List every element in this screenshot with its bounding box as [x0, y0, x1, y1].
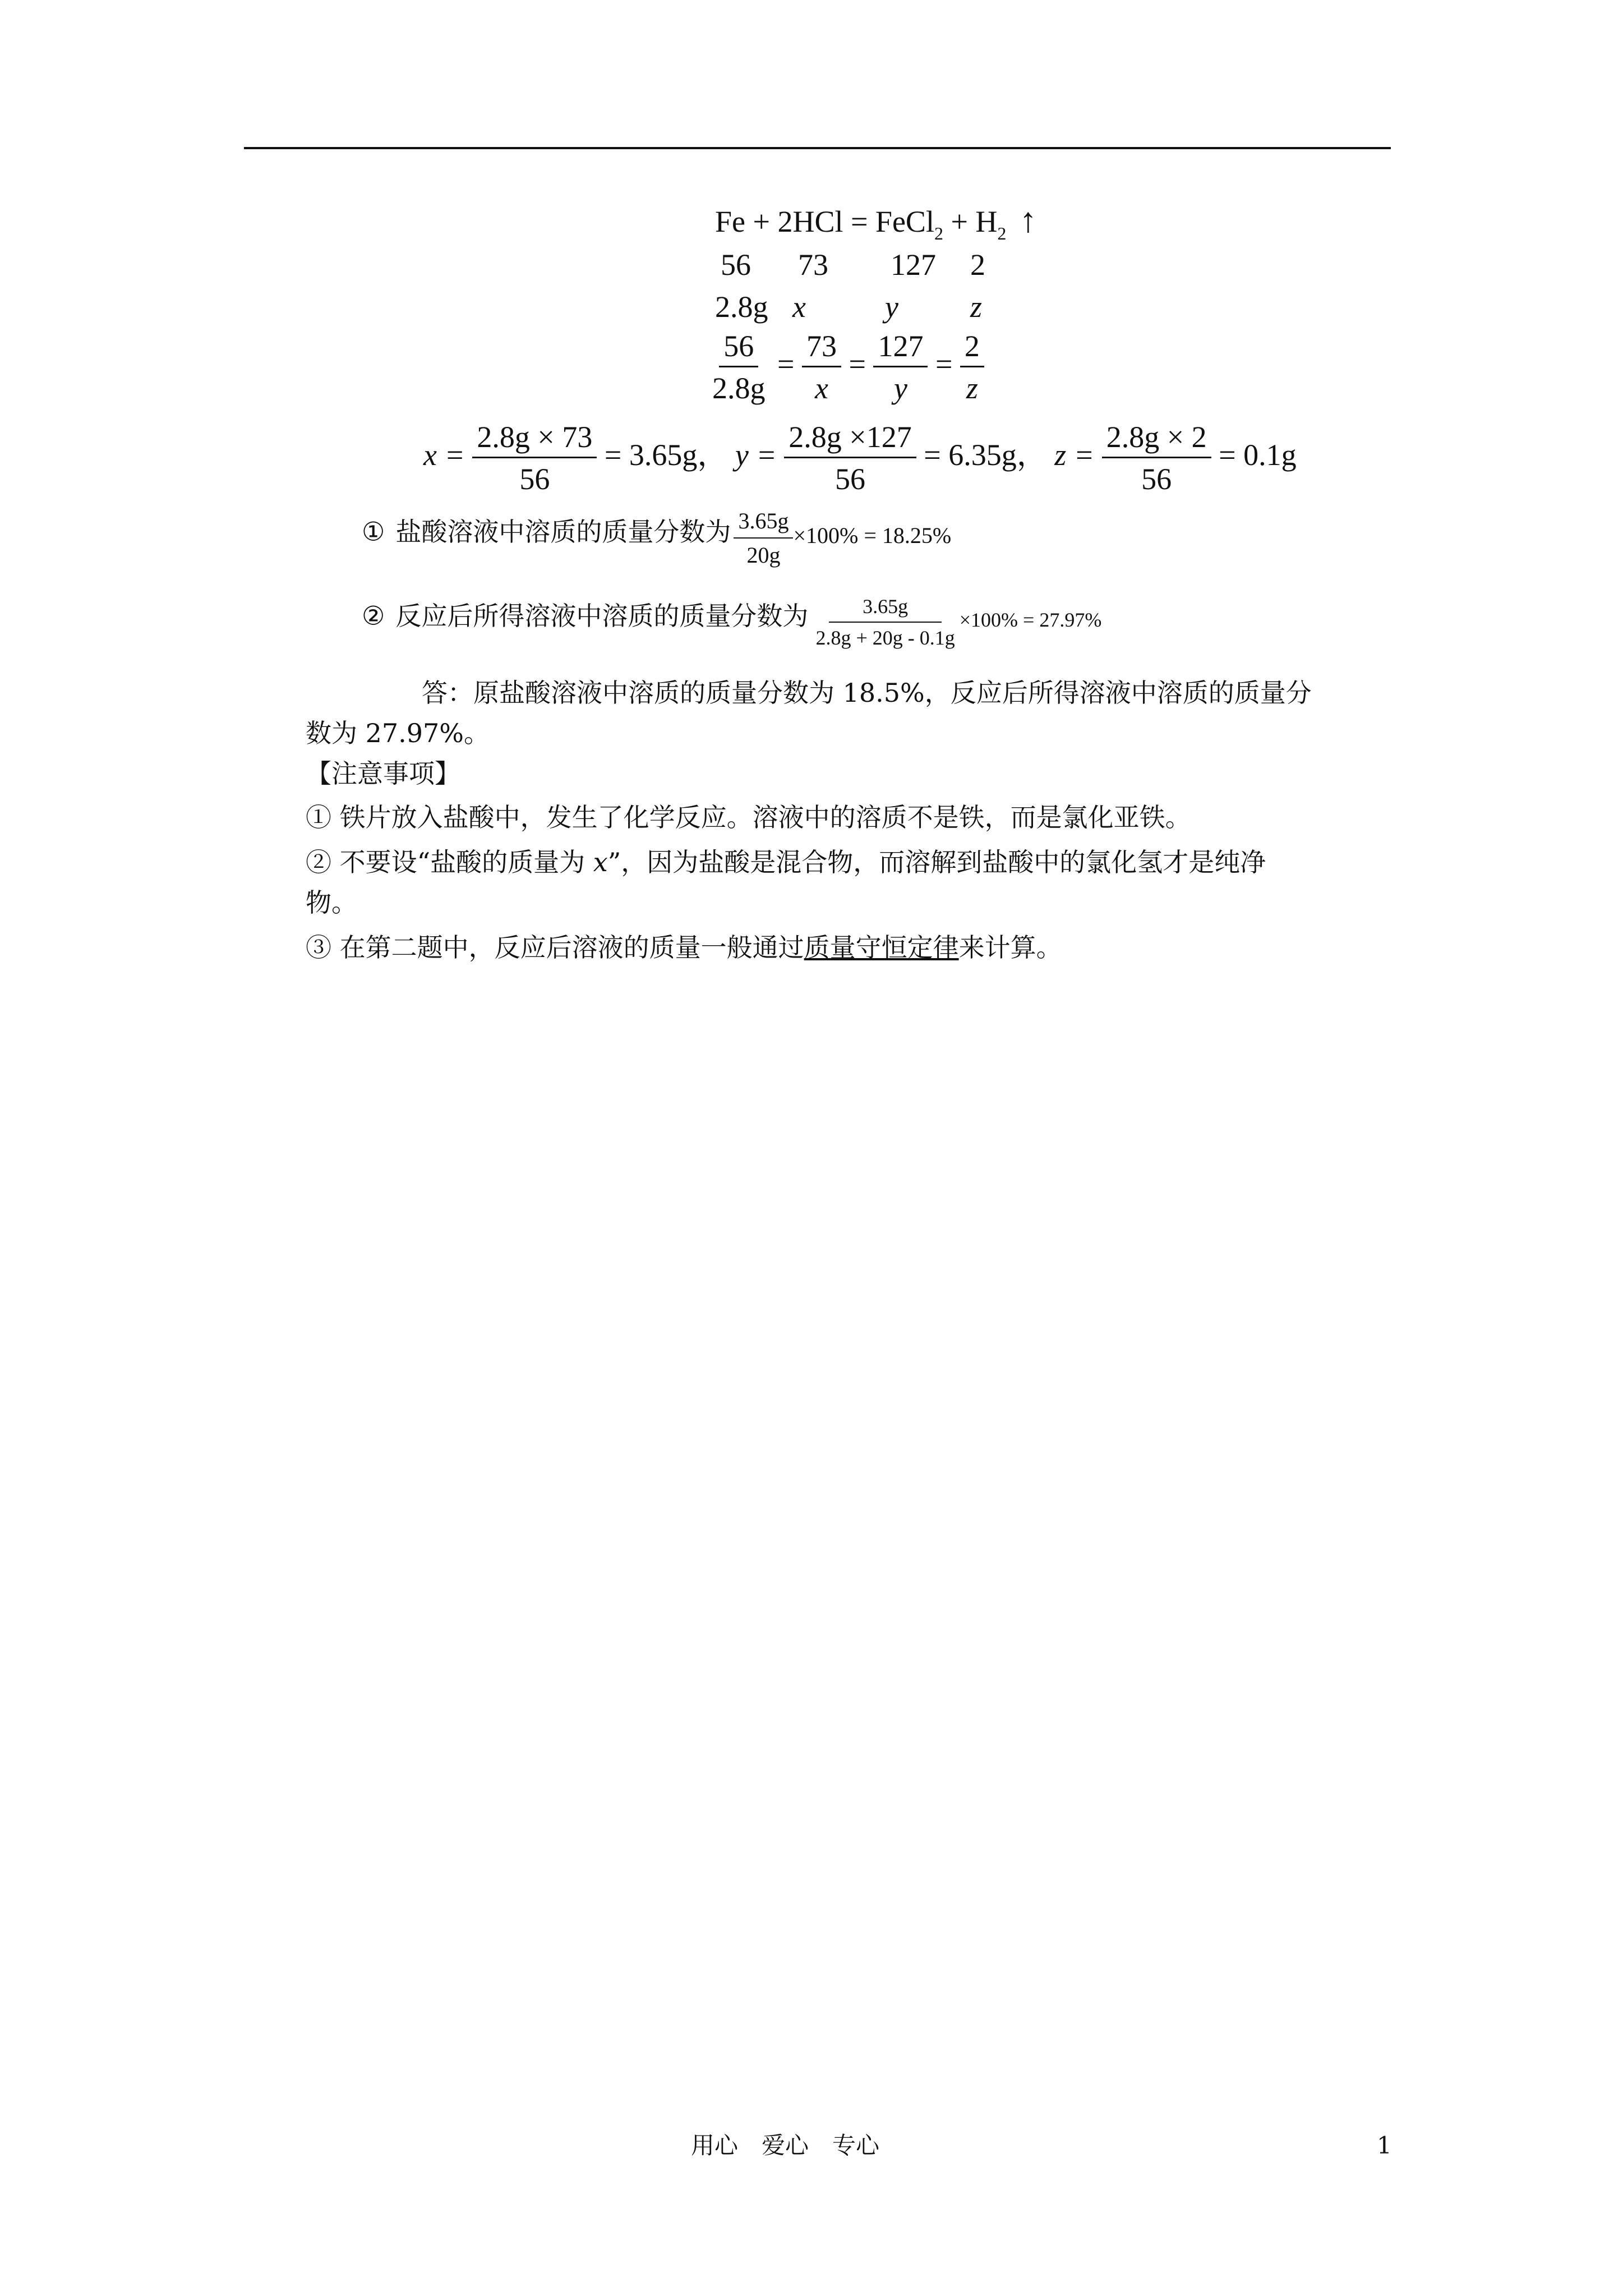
part-2-text: 反应后所得溶液中溶质的质量分数为 [395, 600, 809, 631]
denominator: 2.8g + 20g - 0.1g [815, 627, 955, 649]
proportion-line [708, 331, 984, 403]
answer-line-2: 数为 27.97%。 [306, 718, 490, 748]
x-variable: x = [423, 438, 465, 472]
mass-fecl2: 127 [891, 248, 936, 282]
note-2-part-b: ”，因为盐酸是混合物，而溶解到盐酸中的氯化氢才是纯净 [607, 847, 1266, 877]
amount-x: x [792, 290, 806, 324]
part-1-fraction [734, 508, 793, 568]
part-2-fraction [811, 595, 959, 650]
part-1-result: ×100% = 18.25% [793, 523, 952, 549]
equation-lhs: Fe + 2HCl = FeCl [715, 205, 934, 238]
note-2 [306, 847, 1266, 878]
mass-hcl: 73 [798, 248, 828, 282]
y-fraction [784, 422, 916, 494]
note-3 [306, 932, 1062, 963]
x-fraction [472, 422, 597, 494]
amount-y: y [885, 290, 898, 324]
numerator: 73 [802, 331, 841, 367]
footer-motto: 用心 爱心 专心 [691, 2132, 880, 2159]
note-3-part-a: ③ 在第二题中，反应后溶液的质量一般通过 [306, 932, 804, 963]
part-2 [362, 595, 1101, 650]
y-result: = 6.35g， [924, 438, 1047, 472]
note-2-variable: x [593, 847, 608, 877]
amount-fe: 2.8g [715, 290, 768, 324]
z-result: = 0.1g [1219, 438, 1297, 472]
part-1-text: 盐酸溶液中溶质的质量分数为 [395, 516, 731, 547]
note-2-part-a: ② 不要设“盐酸的质量为 [306, 847, 593, 877]
y-variable: y = [735, 438, 777, 472]
subscript-2: 2 [934, 223, 943, 243]
numerator: 2 [960, 331, 984, 367]
proportion-fraction-3 [873, 331, 928, 403]
part-1 [362, 508, 951, 568]
marker-2: ② [362, 600, 385, 631]
z-variable: z = [1054, 438, 1095, 472]
numerator: 2.8g ×127 [784, 422, 916, 458]
denominator: y [893, 371, 907, 405]
marker-1: ① [362, 516, 385, 547]
x-result: = 3.65g， [604, 438, 728, 472]
denominator: 20g [746, 542, 781, 568]
mass-fe: 56 [721, 248, 751, 282]
proportion-fraction-2 [802, 331, 841, 403]
gas-arrow-icon: ↑ [1019, 201, 1037, 240]
equals-sign: = [777, 347, 795, 381]
numerator: 56 [719, 331, 758, 367]
answer-line-1: 答：原盐酸溶液中溶质的质量分数为 18.5%，反应后所得溶液中溶质的质量分 [422, 678, 1312, 708]
equals-sign: = [935, 347, 953, 381]
z-fraction [1102, 422, 1211, 494]
note-3-underlined: 质量守恒定律 [804, 932, 959, 963]
part-2-result: ×100% = 27.97% [959, 609, 1102, 632]
mass-h2: 2 [970, 248, 985, 282]
reaction-equation [715, 201, 1037, 243]
page-number: 1 [1377, 2132, 1392, 2159]
numerator: 3.65g [734, 508, 793, 539]
denominator: x [814, 371, 828, 405]
equals-sign: = [849, 347, 866, 381]
denominator: z [966, 371, 978, 405]
denominator: 2.8g [712, 371, 766, 405]
denominator: 56 [519, 462, 550, 496]
note-1: ① 铁片放入盐酸中，发生了化学反应。溶液中的溶质不是铁，而是氯化亚铁。 [306, 802, 1191, 832]
note-2-continuation: 物。 [306, 887, 357, 918]
subscript-2b: 2 [997, 223, 1007, 243]
denominator: 56 [1141, 462, 1172, 496]
numerator: 2.8g × 73 [472, 422, 597, 458]
equation-h: + H [943, 205, 998, 238]
solution-line [423, 422, 1297, 494]
numerator: 2.8g × 2 [1102, 422, 1211, 458]
denominator: 56 [835, 462, 866, 496]
proportion-fraction-4 [960, 331, 984, 403]
note-3-part-b: 来计算。 [958, 932, 1062, 963]
numerator: 3.65g [829, 595, 942, 623]
proportion-fraction-1 [708, 331, 770, 403]
amount-z: z [970, 290, 983, 324]
notes-heading: 【注意事项】 [306, 758, 460, 789]
header-rule [244, 147, 1391, 149]
numerator: 127 [873, 331, 928, 367]
